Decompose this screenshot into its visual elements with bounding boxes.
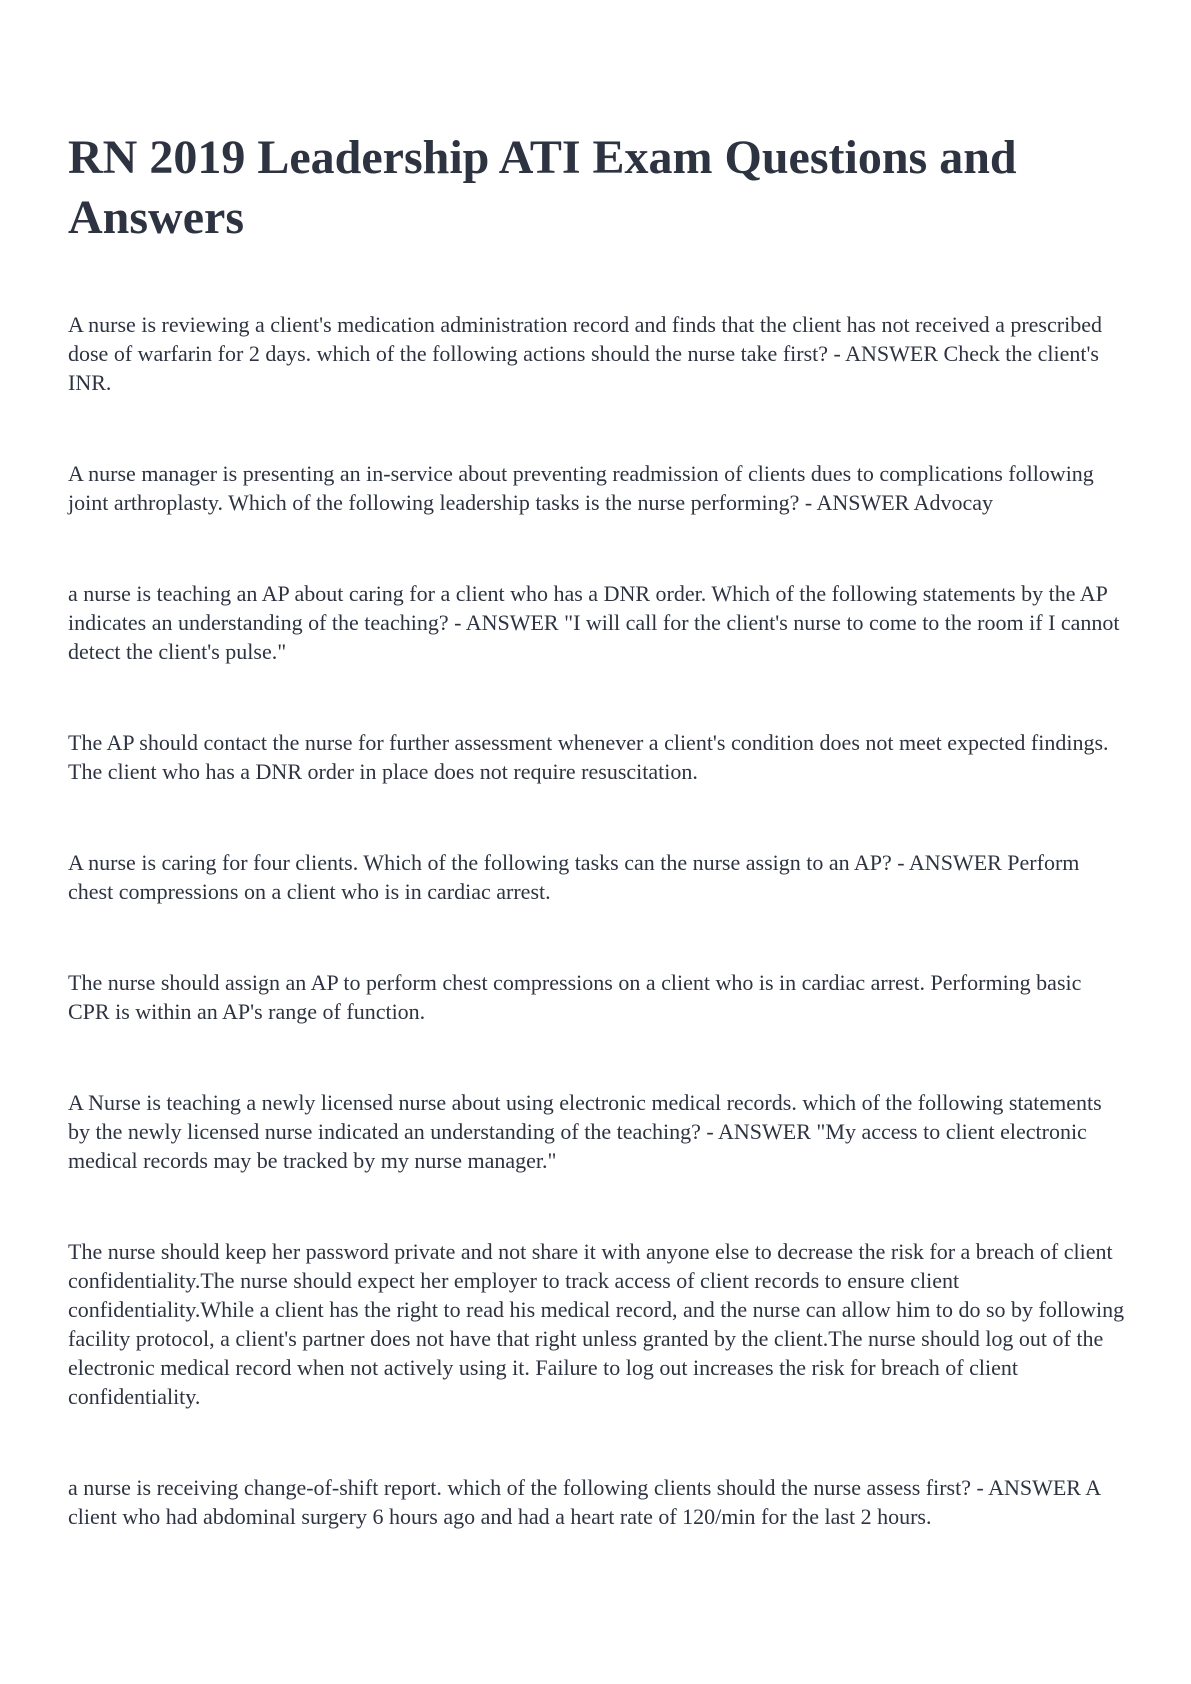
question-in-service: A nurse manager is presenting an in-service about preventing readmission of clients dues to complications following joint arthroplasty. Which of the following leadership tasks is the nurse performing? - ANSWER Advocay	[68, 461, 1094, 515]
question-dnr-order: a nurse is teaching an AP about caring for a client who has a DNR order. Which of the following statements by the AP indicates an understanding of the teaching? - ANSWER "I will call for the client's nurse to come to the room if I cannot detect the client's pulse."	[68, 581, 1120, 664]
question-shift-report: a nurse is receiving change-of-shift report. which of the following clients should the nurse assess first? - ANSWER A client who had abdominal surgery 6 hours ago and had a heart rate of 120/min for the last 2 hours.	[68, 1475, 1100, 1529]
document-page	[68, 128, 1128, 1531]
question-list	[68, 310, 1128, 1531]
rationale-electronic-records: The nurse should keep her password private and not share it with anyone else to decrease the risk for a breach of client confidentiality.The nurse should expect her employer to track access of client records to ensure client confidentiality.While a client has the right to read his medical record, and the nurse can allow him to do so by following facility protocol, a client's partner does not have that right unless granted by the client.The nurse should log out of the electronic medical record when not actively using it. Failure to log out increases the risk for breach of client confidentiality.	[68, 1239, 1125, 1409]
rationale-assign-ap: The nurse should assign an AP to perform chest compressions on a client who is in cardiac arrest. Performing basic CPR is within an AP's range of function.	[68, 970, 1082, 1024]
question-assign-ap: A nurse is caring for four clients. Which of the following tasks can the nurse assign to an AP? - ANSWER Perform chest compressions on a client who is in cardiac arrest.	[68, 850, 1080, 904]
question-warfarin: A nurse is reviewing a client's medication administration record and finds that the client has not received a prescribed dose of warfarin for 2 days. which of the following actions should the nurse take first? - ANSWER Check the client's INR.	[68, 312, 1102, 395]
question-electronic-records: A Nurse is teaching a newly licensed nurse about using electronic medical records. which of the following statements by the newly licensed nurse indicated an understanding of the teaching? - ANSWER "My access to client electronic medical records may be tracked by my nurse manager."	[68, 1090, 1102, 1173]
rationale-dnr-order: The AP should contact the nurse for further assessment whenever a client's condition does not meet expected findings. The client who has a DNR order in place does not require resuscitation.	[68, 730, 1109, 784]
document-title: RN 2019 Leadership ATI Exam Questions and Answers	[68, 131, 1017, 244]
